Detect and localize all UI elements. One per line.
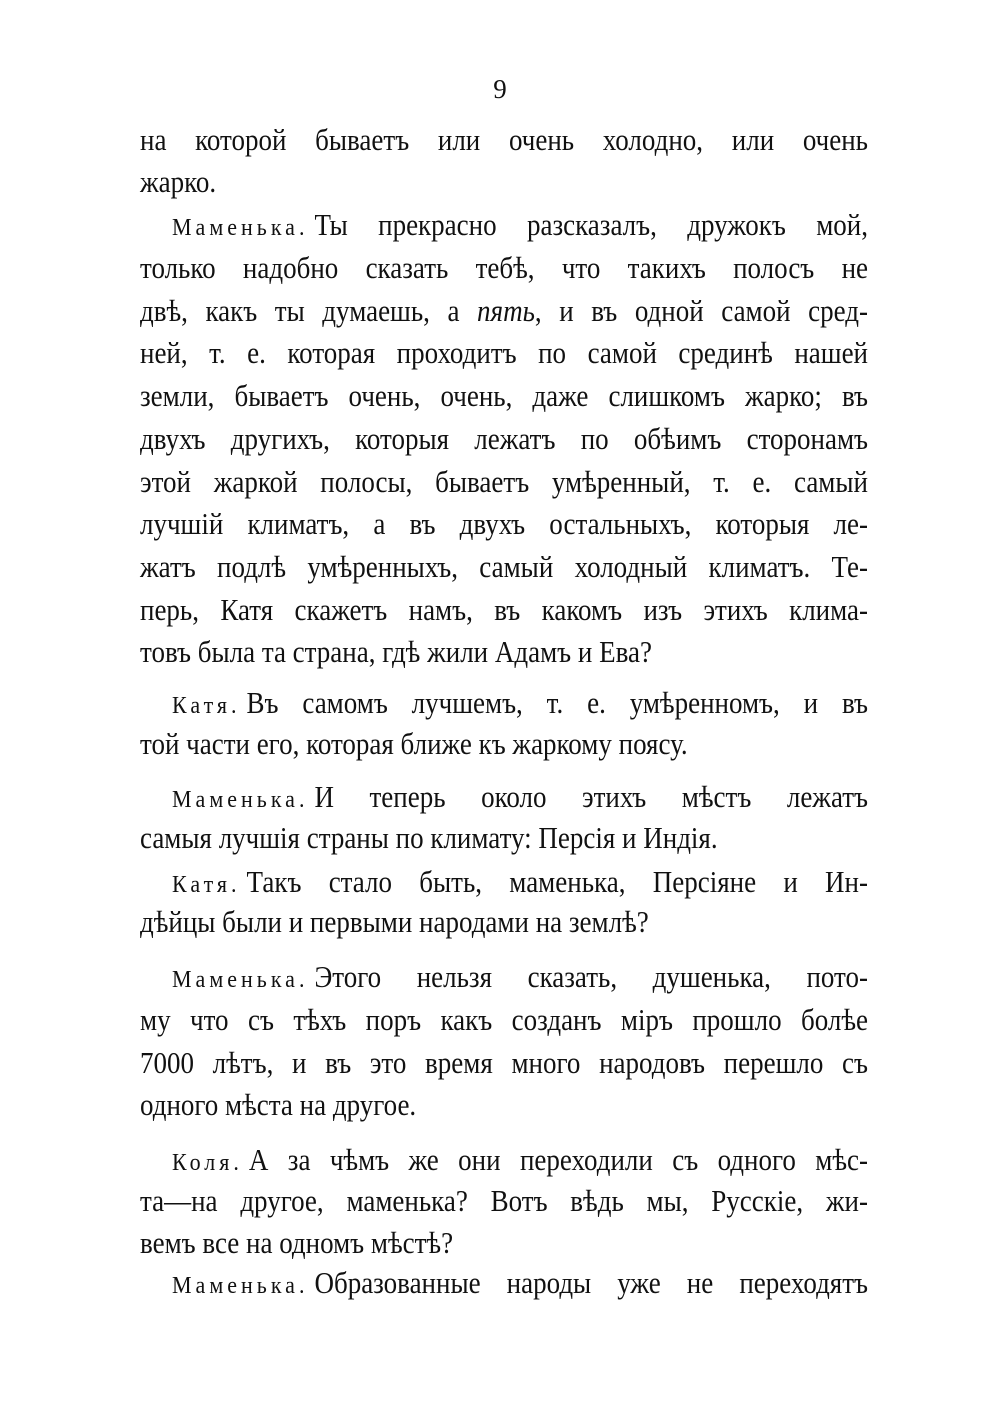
line-text: ней, т. е. которая проходитъ по самой срединѣ нашей bbox=[140, 336, 868, 370]
line-text: самыя лучшія страны по климату: Персія и Индія. bbox=[140, 821, 718, 855]
text-line bbox=[140, 250, 868, 286]
text-line bbox=[140, 122, 868, 158]
text-line bbox=[172, 864, 868, 902]
text-line bbox=[140, 1183, 868, 1219]
text-line bbox=[172, 207, 868, 245]
line-text: А за чѣмъ же они переходили съ одного мѣс- bbox=[248, 1143, 868, 1177]
line-text: вемъ все на одномъ мѣстѣ? bbox=[140, 1226, 454, 1260]
text-line bbox=[140, 820, 868, 856]
line-text: одного мѣста на другое. bbox=[140, 1088, 417, 1122]
text-line bbox=[140, 634, 868, 670]
line-text: той части его, которая ближе къ жаркому поясу. bbox=[140, 727, 688, 761]
text-line bbox=[140, 1045, 868, 1081]
text-line bbox=[140, 293, 868, 329]
line-text: Этого нельзя сказать, душенька, пото- bbox=[314, 960, 868, 994]
line-text: Ты прекрасно разсказалъ, дружокъ мой, bbox=[314, 208, 868, 242]
text-line bbox=[172, 685, 868, 723]
text-line bbox=[140, 726, 868, 762]
text-line bbox=[140, 904, 868, 940]
text-line bbox=[140, 378, 868, 414]
line-text: Такъ стало быть, маменька, Персіяне и Ин- bbox=[246, 865, 868, 899]
line-text: И теперь около этихъ мѣстъ лежатъ bbox=[314, 780, 868, 814]
line-text: та—на другое, маменька? Вотъ вѣдь мы, Русскіе, жи- bbox=[140, 1184, 868, 1218]
line-text: земли, бываетъ очень, очень, даже слишкомъ жарко; въ bbox=[140, 379, 868, 413]
text-line bbox=[140, 1225, 868, 1261]
speaker-name: Маменька. bbox=[172, 964, 309, 993]
speaker-name: Маменька. bbox=[172, 212, 309, 241]
line-text: 7000 лѣтъ, и въ это время много народовъ перешло съ bbox=[140, 1046, 868, 1080]
line-text: двухъ другихъ, которыя лежатъ по обѣимъ сторонамъ bbox=[140, 422, 868, 456]
line-text-after: , и въ одной самой сред- bbox=[534, 294, 868, 328]
text-line bbox=[140, 164, 868, 200]
line-text: на которой бываетъ или очень холодно, или очень bbox=[140, 123, 868, 157]
text-line bbox=[140, 335, 868, 371]
speaker-name: Маменька. bbox=[172, 1270, 309, 1299]
line-text: перь, Катя скажетъ намъ, въ какомъ изъ этихъ клима- bbox=[140, 593, 868, 627]
text-line bbox=[172, 959, 868, 997]
line-text: му что съ тѣхъ поръ какъ созданъ міръ прошло болѣе bbox=[140, 1003, 868, 1037]
line-text: товъ была та страна, гдѣ жили Адамъ и Ева? bbox=[140, 635, 652, 669]
line-text: этой жаркой полосы, бываетъ умѣренный, т. е. самый bbox=[140, 465, 868, 499]
text-line bbox=[140, 464, 868, 500]
speaker-name: Коля. bbox=[172, 1147, 243, 1176]
line-text: лучшій климатъ, а въ двухъ остальныхъ, которыя ле- bbox=[140, 507, 868, 541]
line-text: двѣ, какъ ты думаешь, а bbox=[140, 294, 460, 328]
line-text: жарко. bbox=[140, 165, 217, 199]
text-line bbox=[140, 506, 868, 542]
line-text: только надобно сказать тебѣ, что такихъ полосъ не bbox=[140, 251, 868, 285]
speaker-name: Катя. bbox=[172, 869, 241, 898]
text-line bbox=[140, 592, 868, 628]
speaker-name: Катя. bbox=[172, 690, 241, 719]
text-line bbox=[140, 1002, 868, 1038]
text-line bbox=[172, 1142, 868, 1180]
text-line bbox=[172, 1265, 868, 1303]
page-number: 9 bbox=[493, 74, 507, 104]
line-text: жатъ подлѣ умѣренныхъ, самый холодный климатъ. Те- bbox=[140, 550, 868, 584]
speaker-name: Маменька. bbox=[172, 784, 309, 813]
text-line bbox=[140, 549, 868, 585]
text-line bbox=[172, 779, 868, 817]
text-line bbox=[140, 421, 868, 457]
emphasized-word: пять bbox=[477, 294, 535, 328]
line-text: Образованные народы уже не переходятъ bbox=[314, 1266, 868, 1300]
text-line bbox=[140, 1087, 868, 1123]
line-text: Въ самомъ лучшемъ, т. е. умѣренномъ, и въ bbox=[246, 686, 868, 720]
line-text: дѣйцы были и первыми народами на землѣ? bbox=[140, 905, 649, 939]
